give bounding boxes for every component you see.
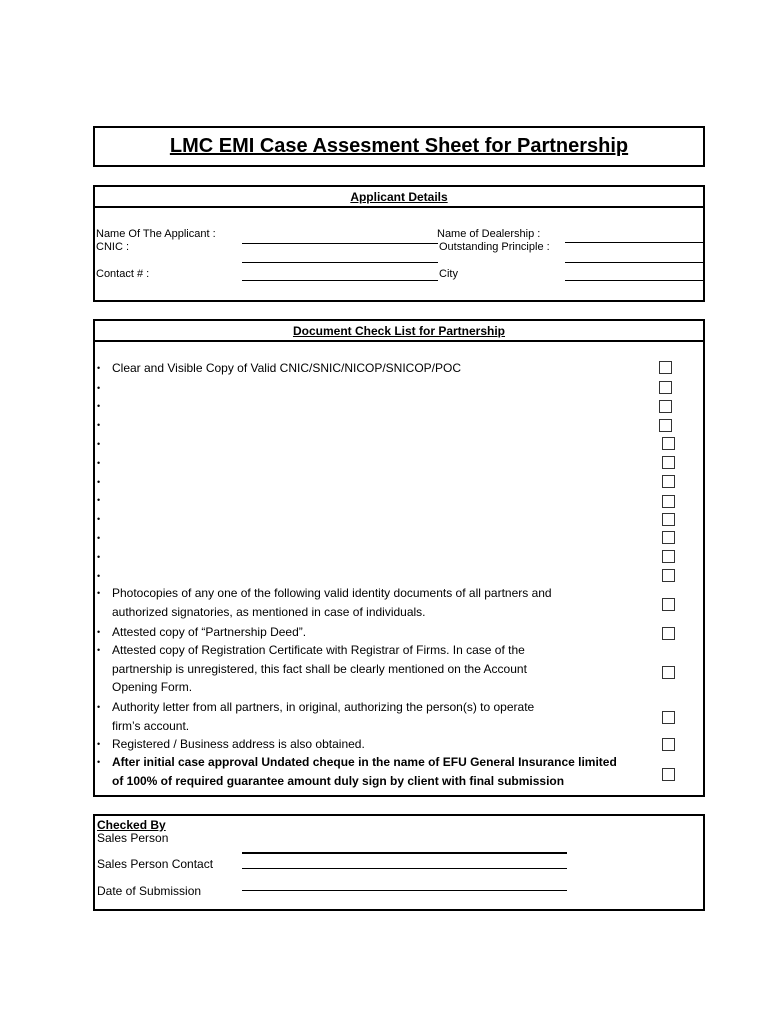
checklist-item-text	[112, 698, 632, 735]
dealership-label: Name of Dealership :	[437, 228, 541, 240]
checkbox[interactable]	[662, 569, 675, 582]
checklist-item-line: Opening Form.	[112, 680, 193, 694]
checkbox[interactable]	[659, 419, 672, 432]
checkbox[interactable]	[662, 711, 675, 724]
bullet: •	[97, 757, 101, 767]
bullet: •	[97, 401, 101, 411]
checklist-item-text	[112, 584, 632, 621]
checklist-item-line: Photocopies of any one of the following valid identity documents of all partners and	[112, 586, 552, 600]
page-title: LMC EMI Case Assesment Sheet for Partnership	[169, 135, 629, 157]
bullet: •	[97, 571, 101, 581]
checkbox[interactable]	[662, 437, 675, 450]
checklist-item-line: Attested copy of “Partnership Deed”.	[112, 625, 307, 639]
outstanding-principle-field[interactable]	[565, 262, 703, 263]
checkbox[interactable]	[662, 550, 675, 563]
contact-field[interactable]	[242, 280, 438, 281]
checkbox[interactable]	[662, 513, 675, 526]
sales-person-contact-label: Sales Person Contact	[97, 857, 214, 871]
checkbox[interactable]	[662, 768, 675, 781]
checklist-item-text	[112, 359, 632, 378]
checklist-item-text	[112, 623, 632, 642]
contact-label: Contact # :	[96, 268, 150, 280]
checklist-item-line: of 100% of required guarantee amount duly sign by client with final submission	[112, 773, 565, 788]
bullet: •	[97, 514, 101, 524]
checklist-item-text	[112, 753, 632, 790]
checkbox[interactable]	[659, 361, 672, 374]
checkbox[interactable]	[659, 400, 672, 413]
applicant-details-header: Applicant Details	[95, 187, 703, 208]
checklist-item-line: Attested copy of Registration Certificate with Registrar of Firms. In case of the	[112, 643, 525, 657]
sales-person-field[interactable]	[242, 852, 567, 854]
checklist-item-line: Authority letter from all partners, in original, authorizing the person(s) to operate	[112, 700, 535, 714]
bullet: •	[97, 552, 101, 562]
outstanding-principle-label: Outstanding Principle :	[439, 241, 550, 253]
bullet: •	[97, 363, 101, 373]
city-label: City	[439, 268, 458, 280]
checkbox[interactable]	[662, 666, 675, 679]
city-field[interactable]	[565, 280, 703, 281]
title-box	[93, 126, 705, 167]
checklist-item-line: Clear and Visible Copy of Valid CNIC/SNIC/NICOP/SNICOP/POC	[112, 361, 462, 375]
cnic-label: CNIC :	[96, 241, 129, 253]
checkbox[interactable]	[662, 738, 675, 751]
sales-person-label: Sales Person	[97, 831, 169, 845]
checklist-item-line: firm’s account.	[112, 718, 190, 733]
checklist-item-text	[112, 641, 632, 697]
applicant-name-field[interactable]	[242, 243, 438, 244]
document-checklist-section	[93, 319, 705, 797]
checkbox[interactable]	[662, 456, 675, 469]
checklist-item-text	[112, 735, 632, 754]
checkbox[interactable]	[662, 531, 675, 544]
checked-by-section	[93, 814, 705, 911]
bullet: •	[97, 383, 101, 393]
bullet: •	[97, 420, 101, 430]
applicant-name-label: Name Of The Applicant :	[96, 228, 216, 240]
bullet: •	[97, 627, 101, 637]
bullet: •	[97, 702, 101, 712]
bullet: •	[97, 739, 101, 749]
bullet: •	[97, 439, 101, 449]
checklist-item-line: authorized signatories, as mentioned in case of individuals.	[112, 604, 426, 619]
checkbox[interactable]	[662, 475, 675, 488]
checkbox[interactable]	[662, 598, 675, 611]
checklist-item-line: Registered / Business address is also obtained.	[112, 737, 365, 751]
date-of-submission-field[interactable]	[242, 890, 567, 891]
checklist-item-line: After initial case approval Undated cheque in the name of EFU General Insurance limited	[112, 755, 617, 769]
checklist-item-line: partnership is unregistered, this fact shall be clearly mentioned on the Account	[112, 661, 527, 676]
bullet: •	[97, 495, 101, 505]
checked-by-title: Checked By	[97, 818, 166, 832]
checkbox[interactable]	[662, 627, 675, 640]
bullet: •	[97, 477, 101, 487]
dealership-field[interactable]	[565, 242, 703, 243]
checklist-header: Document Check List for Partnership	[95, 321, 703, 342]
checkbox[interactable]	[659, 381, 672, 394]
date-of-submission-label: Date of Submission	[97, 884, 202, 898]
bullet: •	[97, 458, 101, 468]
bullet: •	[97, 645, 101, 655]
applicant-details-section	[93, 185, 705, 302]
cnic-field[interactable]	[242, 262, 438, 263]
bullet: •	[97, 533, 101, 543]
checkbox[interactable]	[662, 495, 675, 508]
sales-person-contact-field[interactable]	[242, 868, 567, 869]
bullet: •	[97, 588, 101, 598]
